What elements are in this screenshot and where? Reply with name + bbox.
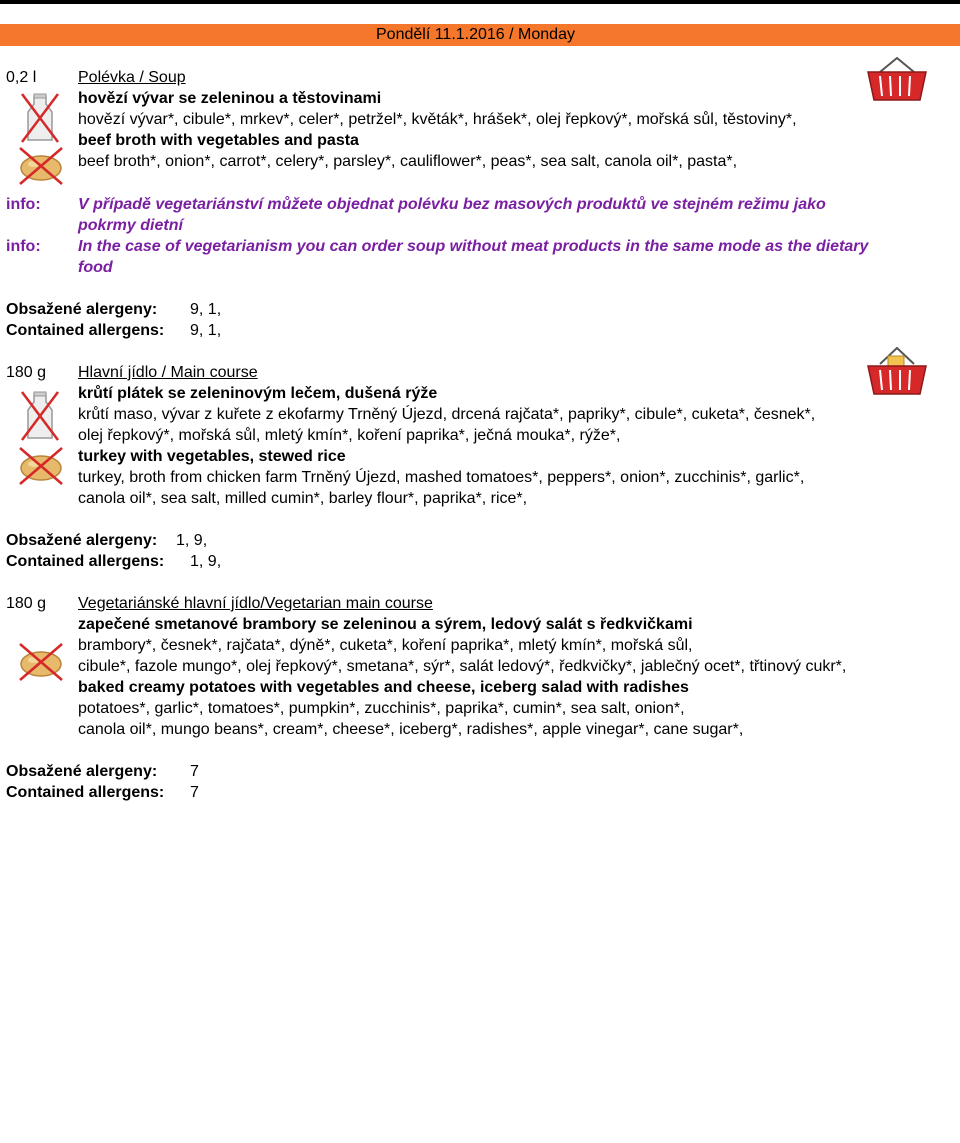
veg-allergens-en-value: 7 xyxy=(190,784,199,801)
soup-allergens-cz-value: 9, 1, xyxy=(190,301,222,318)
veg-category: Vegetariánské hlavní jídlo/Vegetarian main course xyxy=(78,595,433,612)
main-allergens-cz-label: Obsažené alergeny: xyxy=(6,532,158,549)
main-name-cz: krůtí plátek se zeleninovým lečem, dušená rýže xyxy=(78,385,438,402)
soup-allergens-en-value: 9, 1, xyxy=(190,322,222,339)
veg-ingredients-en-line1: potatoes*, garlic*, tomatoes*, pumpkin*, zucchinis*, paprika*, cumin*, sea salt, onion*, xyxy=(78,700,685,717)
veg-name-en: baked creamy potatoes with vegetables and cheese, iceberg salad with radishes xyxy=(78,679,689,696)
info-text-en-line1: In the case of vegetarianism you can order soup without meat products in the same mode as the dietary xyxy=(78,238,869,255)
main-amount: 180 g xyxy=(6,364,47,381)
veg-allergens-cz-label: Obsažené alergeny: xyxy=(6,763,158,780)
main-ingredients-en-line1: turkey, broth from chicken farm Trněný Újezd, mashed tomatoes*, peppers*, onion*, zucchinis*, garlic*, xyxy=(78,469,805,486)
soup-name-cz: hovězí vývar se zeleninou a těstovinami xyxy=(78,90,382,107)
soup-category: Polévka / Soup xyxy=(78,69,186,86)
info-label-en: info: xyxy=(6,238,41,255)
soup-name-en: beef broth with vegetables and pasta xyxy=(78,132,359,149)
main-ingredients-en-line2: canola oil*, sea salt, milled cumin*, barley flour*, paprika*, rice*, xyxy=(78,490,528,507)
main-allergens-en-value: 1, 9, xyxy=(190,553,222,570)
no-milk-icon xyxy=(18,92,62,144)
basket-icon xyxy=(866,346,928,398)
date-heading: Pondělí 11.1.2016 / Monday xyxy=(376,26,575,43)
soup-ingredients-en: beef broth*, onion*, carrot*, celery*, parsley*, cauliflower*, peas*, sea salt, canola oil*, pasta*, xyxy=(78,153,738,170)
main-ingredients-cz-line2: olej řepkový*, mořská sůl, mletý kmín*, koření paprika*, ječná mouka*, rýže*, xyxy=(78,427,621,444)
info-text-en-line2: food xyxy=(78,259,113,276)
veg-name-cz: zapečené smetanové brambory se zeleninou a sýrem, ledový salát s ředkvičkami xyxy=(78,616,693,633)
info-label-cz: info: xyxy=(6,196,41,213)
veg-ingredients-en-line2: canola oil*, mungo beans*, cream*, cheese*, iceberg*, radishes*, apple vinegar*, cane sugar*, xyxy=(78,721,744,738)
veg-allergens-en-label: Contained allergens: xyxy=(6,784,165,801)
veg-amount: 180 g xyxy=(6,595,47,612)
main-name-en: turkey with vegetables, stewed rice xyxy=(78,448,346,465)
top-border xyxy=(0,0,960,4)
no-gluten-icon xyxy=(14,642,68,682)
info-text-cz-line1: V případě vegetariánství můžete objednat polévku bez masových produktů ve stejném režimu jako xyxy=(78,196,826,213)
no-milk-icon xyxy=(18,390,62,442)
soup-allergens-en-label: Contained allergens: xyxy=(6,322,165,339)
main-ingredients-cz-line1: krůtí maso, vývar z kuřete z ekofarmy Trněný Újezd, drcená rajčata*, papriky*, cibule*, cuketa*, česnek*, xyxy=(78,406,816,423)
no-gluten-icon xyxy=(14,146,68,186)
soup-ingredients-cz: hovězí vývar*, cibule*, mrkev*, celer*, petržel*, květák*, hrášek*, olej řepkový*, mořská sůl, těstoviny*, xyxy=(78,111,797,128)
veg-allergens-cz-value: 7 xyxy=(190,763,199,780)
soup-allergens-cz-label: Obsažené alergeny: xyxy=(6,301,158,318)
main-allergens-cz-value: 1, 9, xyxy=(176,532,208,549)
main-allergens-en-label: Contained allergens: xyxy=(6,553,165,570)
basket-icon xyxy=(866,56,928,104)
info-text-cz-line2: pokrmy dietní xyxy=(78,217,183,234)
veg-ingredients-cz-line2: cibule*, fazole mungo*, olej řepkový*, smetana*, sýr*, salát ledový*, ředkvičky*, jablečný ocet*, třtinový cukr*, xyxy=(78,658,847,675)
soup-amount: 0,2 l xyxy=(6,69,37,86)
no-gluten-icon xyxy=(14,446,68,486)
veg-ingredients-cz-line1: brambory*, česnek*, rajčata*, dýně*, cuketa*, koření paprika*, mletý kmín*, mořská sůl, xyxy=(78,637,693,654)
main-category: Hlavní jídlo / Main course xyxy=(78,364,258,381)
